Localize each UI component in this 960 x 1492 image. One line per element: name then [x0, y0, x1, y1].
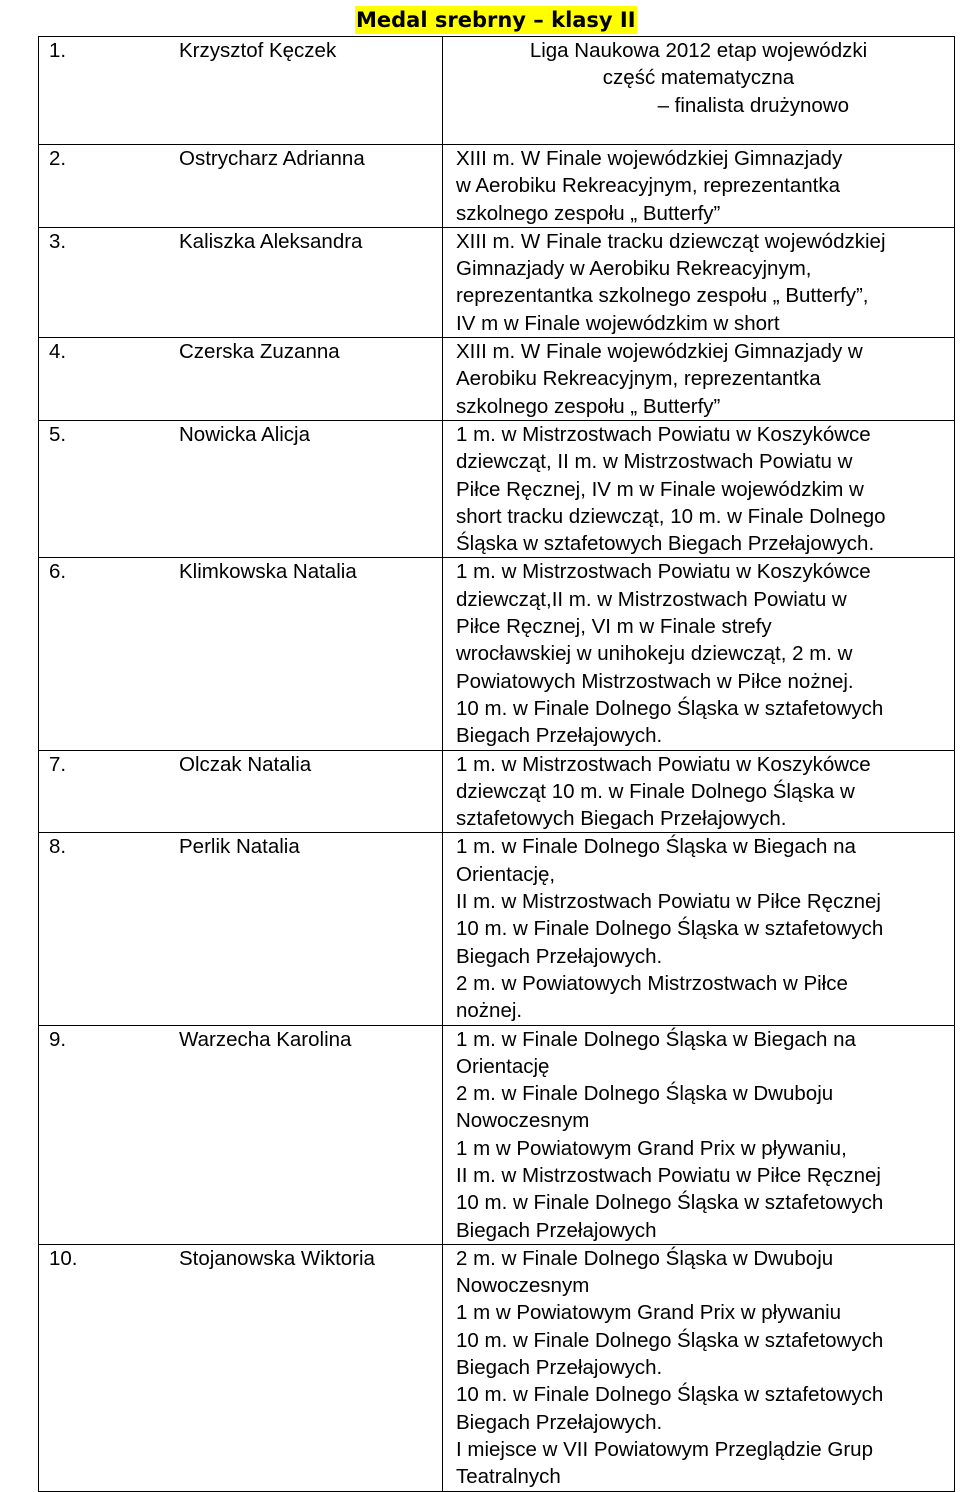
page-title: Medal srebrny – klasy II [356, 8, 636, 32]
table-row [39, 1244, 955, 1491]
row-number: 6. [49, 560, 67, 584]
achievement-line: 1 m. w Mistrzostwach Powiatu w Koszykówce [456, 752, 871, 776]
achievement-line: 1 m w Powiatowym Grand Prix w pływaniu [456, 1301, 842, 1325]
achievement-cell [443, 833, 955, 1025]
table-row [39, 750, 955, 833]
name-cell [39, 145, 443, 228]
achievement-line: reprezentantka szkolnego zespołu „ Butterfy”, [456, 284, 869, 308]
achievement-line: 2 m. w Powiatowych Mistrzostwach w Piłce [456, 971, 848, 995]
achievement-cell [443, 227, 955, 337]
achievement-line: XIII m. W Finale tracku dziewcząt wojewódzkiej [456, 229, 886, 253]
achievement-line: Teatralnych [456, 1465, 561, 1489]
table-row [39, 1025, 955, 1244]
achievement-cell [443, 1244, 955, 1491]
table-row [39, 420, 955, 557]
row-number: 5. [49, 422, 67, 446]
table-row [39, 145, 955, 228]
achievement-line: Biegach Przełajowych. [456, 1410, 663, 1434]
row-number: 2. [49, 147, 67, 170]
achievement-line: 10 m. w Finale Dolnego Śląska w sztafetowych [456, 1383, 884, 1407]
row-number: 9. [49, 1027, 67, 1051]
achievement-line: short tracku dziewcząt, 10 m. w Finale Dolnego [456, 504, 886, 528]
achievement-line: Nowoczesnym [456, 1274, 590, 1298]
student-name: Stojanowska Wiktoria [179, 1246, 375, 1270]
achievement-line: Gimnazjady w Aerobiku Rekreacyjnym, [456, 257, 812, 281]
achievement-line: Orientację [456, 1054, 550, 1078]
achievement-line: sztafetowych Biegach Przełajowych. [456, 807, 787, 831]
achievement-line: I miejsce w VII Powiatowym Przeglądzie Grup [456, 1437, 873, 1461]
achievement-line: Nowoczesnym [456, 1109, 590, 1133]
achievement-line: nożnej. [456, 999, 523, 1023]
achievement-line: szkolnego zespołu „ Butterfy” [456, 394, 721, 418]
achievement-line: 10 m. w Finale Dolnego Śląska w sztafetowych [456, 1191, 884, 1215]
student-name: Kaliszka Aleksandra [179, 229, 363, 253]
achievement-cell [443, 420, 955, 557]
name-cell [39, 833, 443, 1025]
table-row [39, 338, 955, 421]
achievement-cell [443, 558, 955, 750]
achievement-line: w Aerobiku Rekreacyjnym, reprezentantka [456, 174, 840, 198]
name-cell [39, 420, 443, 557]
achievement-line: dziewcząt 10 m. w Finale Dolnego Śląska w [456, 779, 855, 803]
table-row [39, 558, 955, 750]
achievement-line: 2 m. w Finale Dolnego Śląska w Dwuboju [456, 1082, 834, 1106]
student-name: Czerska Zuzanna [179, 340, 340, 364]
name-cell [39, 227, 443, 337]
achievement-line: II m. w Mistrzostwach Powiatu w Piłce Ręcznej [456, 1163, 881, 1187]
achievement-cell [443, 750, 955, 833]
name-cell [39, 37, 443, 145]
achievement-line: Piłce Ręcznej, IV m w Finale wojewódzkim w [456, 477, 864, 501]
row-number: 10. [49, 1246, 78, 1270]
achievement-line: 10 m. w Finale Dolnego Śląska w sztafetowych [456, 917, 884, 941]
achievement-line: II m. w Mistrzostwach Powiatu w Piłce Ręcznej [456, 890, 881, 914]
achievement-line: dziewcząt, II m. w Mistrzostwach Powiatu w [456, 450, 853, 474]
student-name: Perlik Natalia [179, 835, 300, 859]
achievement-line: 1 m w Powiatowym Grand Prix w pływaniu, [456, 1136, 847, 1160]
achievement-line: XIII m. W Finale wojewódzkiej Gimnazjady [456, 147, 843, 170]
achievement-line: Śląska w sztafetowych Biegach Przełajowych. [456, 532, 875, 556]
name-cell [39, 750, 443, 833]
table-row [39, 227, 955, 337]
achievement-line: 2 m. w Finale Dolnego Śląska w Dwuboju [456, 1246, 834, 1270]
row-number: 7. [49, 752, 67, 776]
achievement-line: XIII m. W Finale wojewódzkiej Gimnazjady w [456, 340, 863, 364]
achievement-line: 1 m. w Finale Dolnego Śląska w Biegach na [456, 1027, 856, 1051]
student-name: Olczak Natalia [179, 752, 312, 776]
table-row [39, 37, 955, 145]
achievement-line: szkolnego zespołu „ Butterfy” [456, 201, 721, 225]
name-cell [39, 338, 443, 421]
achievement-line: Biegach Przełajowych [456, 1218, 657, 1242]
student-name: Warzecha Karolina [179, 1027, 352, 1051]
student-name: Klimkowska Natalia [179, 560, 357, 584]
achievement-line: IV m w Finale wojewódzkim w short [456, 311, 780, 335]
title-row [0, 6, 960, 36]
table-row [39, 833, 955, 1025]
achievement-line: część matematyczna [602, 66, 795, 90]
achievement-line: 1 m. w Mistrzostwach Powiatu w Koszykówce [456, 560, 871, 584]
achievement-cell [443, 338, 955, 421]
achievement-line: 10 m. w Finale Dolnego Śląska w sztafetowych [456, 1328, 884, 1352]
achievement-cell [443, 145, 955, 228]
achievement-line: Piłce Ręcznej, VI m w Finale strefy [456, 615, 772, 639]
achievement-line: wrocławskiej w unihokeju dziewcząt, 2 m. w [456, 642, 853, 666]
student-name: Ostrycharz Adrianna [179, 147, 365, 170]
achievement-cell [443, 37, 955, 145]
name-cell [39, 1025, 443, 1244]
achievement-line: Biegach Przełajowych. [456, 944, 663, 968]
medal-table [38, 36, 955, 1492]
achievement-line: 1 m. w Mistrzostwach Powiatu w Koszykówce [456, 422, 871, 446]
achievement-line: – finalista drużynowo [657, 93, 849, 117]
achievement-line: Biegach Przełajowych. [456, 724, 663, 748]
student-name: Nowicka Alicja [179, 422, 311, 446]
achievement-line: Biegach Przełajowych. [456, 1356, 663, 1380]
achievement-cell [443, 1025, 955, 1244]
row-number: 1. [49, 39, 67, 62]
achievement-line: 1 m. w Finale Dolnego Śląska w Biegach na [456, 835, 856, 859]
achievement-line: Aerobiku Rekreacyjnym, reprezentantka [456, 367, 821, 391]
name-cell [39, 1244, 443, 1491]
student-name: Krzysztof Kęczek [179, 39, 337, 62]
achievement-line: dziewcząt,II m. w Mistrzostwach Powiatu w [456, 587, 847, 611]
row-number: 3. [49, 229, 67, 253]
name-cell [39, 558, 443, 750]
achievement-line: Orientację, [456, 862, 556, 886]
achievement-line: 10 m. w Finale Dolnego Śląska w sztafetowych [456, 696, 884, 720]
row-number: 8. [49, 835, 67, 859]
achievement-line: Liga Naukowa 2012 etap wojewódzki [529, 39, 868, 62]
row-number: 4. [49, 340, 67, 364]
achievement-line: Powiatowych Mistrzostwach w Piłce nożnej. [456, 669, 854, 693]
